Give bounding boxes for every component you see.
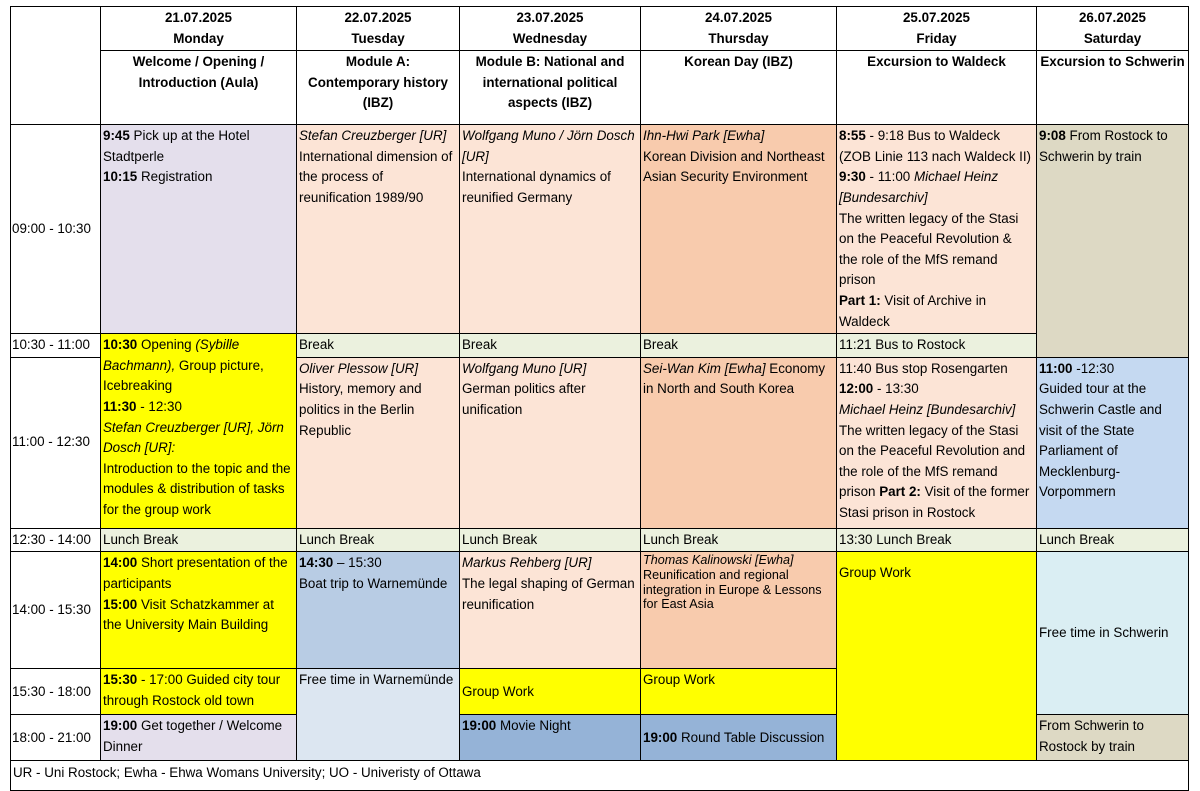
lunch-sat: Lunch Break	[1037, 528, 1189, 552]
weekday-label: Wednesday	[512, 30, 588, 46]
group-work-thu: Group Work	[641, 669, 837, 715]
session-fri-0900: 8:55 - 9:18 Bus to Waldeck (ZOB Linie 113 nach Waldeck II) 9:30 - 11:00 Michael Heinz [Bundesarchiv] The written legacy of the Stasi on the Peaceful Revolution & the role of the MfS remand prison Part 1: Visit of Archive in Waldeck	[837, 125, 1037, 334]
theme-row	[11, 51, 1189, 125]
session-thu-1800: 19:00 Round Table Discussion	[641, 715, 837, 761]
session-tue-1400: 14:30 – 15:30 Boat trip to Warnemünde	[297, 552, 460, 669]
time-label: 18:00 - 21:00	[11, 715, 101, 761]
lunch-mon: Lunch Break	[101, 528, 297, 552]
free-time-tue: Free time in Warnemünde	[297, 669, 460, 761]
session-wed-1800: 19:00 Movie Night	[460, 715, 641, 761]
time-label: 15:30 - 18:00	[11, 669, 101, 715]
theme-wednesday: Module B: National and international political aspects (IBZ)	[460, 51, 641, 125]
slot-0900	[11, 125, 1189, 334]
lunch-wed: Lunch Break	[460, 528, 641, 552]
break-thu: Break	[641, 334, 837, 358]
day-header-tuesday	[297, 7, 460, 51]
session-mon-0900: 9:45 Pick up at the Hotel Stadtperle 10:15 Registration	[101, 125, 297, 334]
session-sat-1100: 11:00 -12:30 Guided tour at the Schwerin Castle and visit of the State Parliament of Mecklenburg-Vorpommern	[1037, 357, 1189, 528]
session-thu-0900: Ihn-Hwi Park [Ewha] Korean Division and Northeast Asian Security Environment	[641, 125, 837, 334]
session-mon-1530: 15:30 - 17:00 Guided city tour through Rostock old town	[101, 669, 297, 715]
session-sat-0900: 9:08 From Rostock to Schwerin by train	[1037, 125, 1189, 358]
weekday-label: Saturday	[1083, 30, 1142, 46]
weekday-label: Tuesday	[351, 30, 405, 46]
session-sat-1800: From Schwerin to Rostock by train	[1037, 715, 1189, 761]
weekday-label: Thursday	[708, 30, 769, 46]
session-thu-1400: Thomas Kalinowski [Ewha] Reunification and regional integration in Europe & Lessons for East Asia	[641, 552, 837, 669]
session-mon-1400: 14:00 Short presentation of the participants 15:00 Visit Schatzkammer at the University Main Building	[101, 552, 297, 669]
bus-fri: 11:21 Bus to Rostock	[837, 334, 1037, 358]
footer-row	[11, 761, 1189, 791]
theme-monday: Welcome / Opening / Introduction (Aula)	[101, 51, 297, 125]
group-work-fri	[837, 552, 1037, 761]
time-label: 10:30 - 11:00	[11, 334, 101, 358]
day-header-thursday	[641, 7, 837, 51]
day-header-monday	[101, 7, 297, 51]
date-label: 21.07.2025	[164, 10, 233, 25]
session-fri-1100: 11:40 Bus stop Rosengarten 12:00 - 13:30 Michael Heinz [Bundesarchiv] The written legacy of the Stasi on the Peaceful Revolution and the role of the MfS remand prison Part 2: Visit of the former Stasi prison in Rostock	[837, 357, 1037, 528]
date-label: 22.07.2025	[344, 10, 412, 25]
session-wed-1100: Wolfgang Muno [UR] German politics after unification	[460, 357, 641, 528]
session-mon-1030: 10:30 Opening (Sybille Bachmann), Group picture, Icebreaking 11:30 - 12:30 Stefan Creuzberger [UR], Jörn Dosch [UR]: Introduction to the topic and the modules & distribution of tasks for the group work	[101, 334, 297, 529]
session-thu-1100: Sei-Wan Kim [Ewha] Economy in North and South Korea	[641, 357, 837, 528]
weekday-label: Monday	[173, 30, 224, 46]
session-tue-1100: Oliver Plessow [UR] History, memory and politics in the Berlin Republic	[297, 357, 460, 528]
date-label: 26.07.2025	[1078, 10, 1147, 25]
break-wed: Break	[460, 334, 641, 358]
schedule-table	[10, 6, 1189, 791]
group-work-wed: Group Work	[460, 669, 641, 715]
day-header-friday	[837, 7, 1037, 51]
lunch-thu: Lunch Break	[641, 528, 837, 552]
date-row	[11, 7, 1189, 51]
lunch-fri: 13:30 Lunch Break	[837, 528, 1037, 552]
time-label: 11:00 - 12:30	[11, 357, 101, 528]
break-tue: Break	[297, 334, 460, 358]
group-work-label: Group Work	[839, 565, 911, 581]
theme-thursday: Korean Day (IBZ)	[641, 51, 837, 125]
session-wed-0900: Wolfgang Muno / Jörn Dosch [UR] International dynamics of reunified Germany	[460, 125, 641, 334]
theme-tuesday: Module A: Contemporary history (IBZ)	[297, 51, 460, 125]
slot-1230	[11, 528, 1189, 552]
date-label: 25.07.2025	[902, 10, 971, 25]
lunch-tue: Lunch Break	[297, 528, 460, 552]
date-label: 23.07.2025	[516, 10, 584, 25]
legend-footnote: UR - Uni Rostock; Ewha - Ehwa Womans University; UO - Univeristy of Ottawa	[11, 761, 1189, 791]
theme-friday: Excursion to Waldeck	[837, 51, 1037, 125]
theme-saturday: Excursion to Schwerin	[1037, 51, 1189, 125]
free-time-sat: Free time in Schwerin	[1037, 552, 1189, 715]
time-label: 09:00 - 10:30	[11, 125, 101, 334]
corner-cell	[11, 7, 101, 125]
day-header-wednesday	[460, 7, 641, 51]
session-tue-0900: Stefan Creuzberger [UR] International dimension of the process of reunification 1989/90	[297, 125, 460, 334]
time-label: 12:30 - 14:00	[11, 528, 101, 552]
slot-1400	[11, 552, 1189, 669]
session-wed-1400: Markus Rehberg [UR] The legal shaping of German reunification	[460, 552, 641, 669]
date-label: 24.07.2025	[704, 10, 773, 25]
day-header-saturday	[1037, 7, 1189, 51]
time-label: 14:00 - 15:30	[11, 552, 101, 669]
session-mon-1800: 19:00 Get together / Welcome Dinner	[101, 715, 297, 761]
slot-1030	[11, 334, 1189, 358]
weekday-label: Friday	[916, 30, 957, 46]
